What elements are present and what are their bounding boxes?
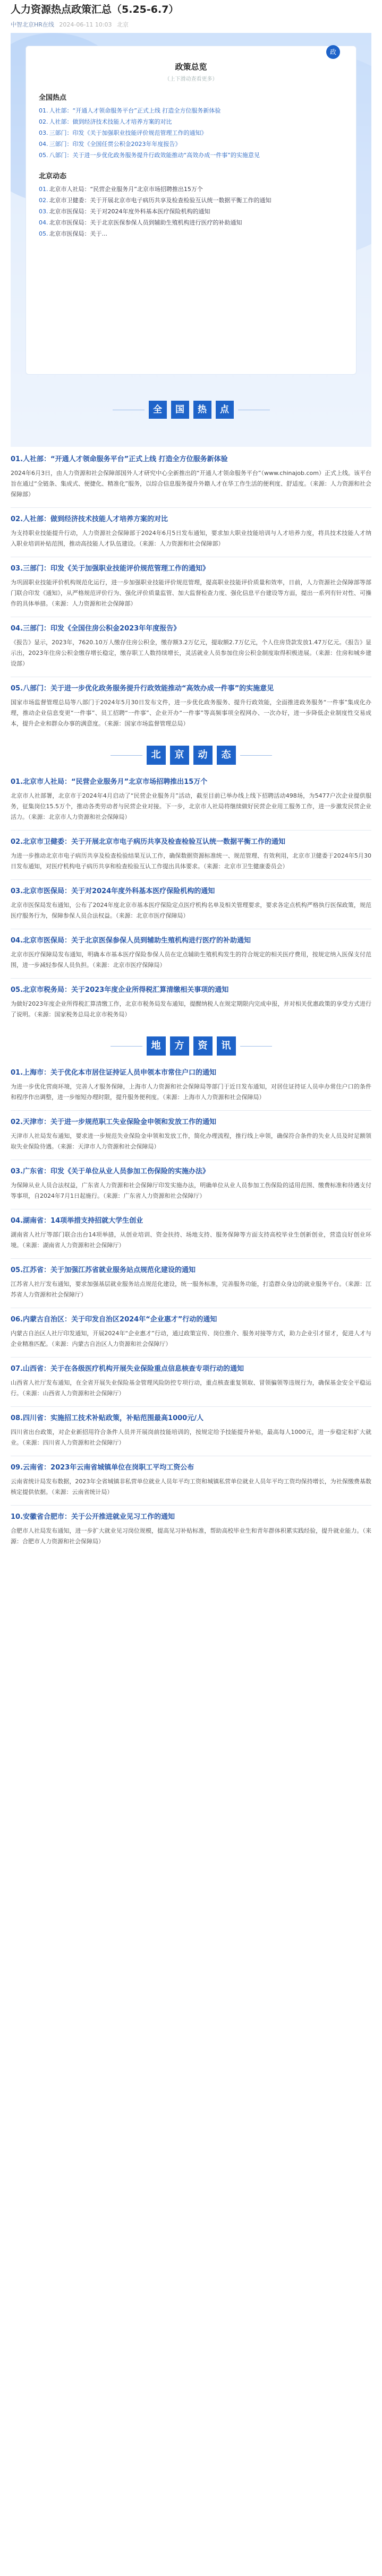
band-char: 国 <box>171 401 189 419</box>
news-title: 01.上海市：关于优化本市居住证持证人员申领本市常住户口的通知 <box>11 1069 217 1077</box>
news-item <box>11 1166 371 1201</box>
news-title: 04.三部门：印发《全国住房公积金2023年年度报告》 <box>11 625 181 633</box>
band-char: 全 <box>149 401 167 419</box>
news-item <box>11 454 371 500</box>
news-body: 为进一步推动北京市电子病历共享及检查检验结果互认工作，确保数据资源标准统一、规范管理、有效利用，北京市卫健委于2024年5月30日发布通知，对医疗机构电子病历共享和检查检验互认工作提出具体要求。（来源：北京市卫生健康委员会） <box>11 852 371 870</box>
news-item <box>11 886 371 921</box>
divider <box>11 1110 371 1111</box>
news-title: 08.四川省：实施招工技术补贴政策，补贴范围最高1000元/人 <box>11 1414 203 1422</box>
news-title: 02.人社部：做到经济技术技能人才培养方案的对比 <box>11 515 168 523</box>
toc-link[interactable]: 01. 北京市人社局：“民营企业服务月”北京市场招聘推出15万个 <box>39 186 203 193</box>
toc-link[interactable]: 01. 人社部：“开通人才领命服务平台”正式上线 打造全方位服务新体验 <box>39 107 221 114</box>
news-title: 07.山西省：关于在各级医疗机构开展失业保险重点信息核查专项行动的通知 <box>11 1365 244 1373</box>
divider <box>11 830 371 831</box>
band-char: 点 <box>216 401 234 419</box>
news-item <box>11 1413 371 1448</box>
news-item <box>11 514 371 549</box>
divider <box>111 1046 142 1047</box>
news-item <box>11 1265 371 1300</box>
news-body: 为进一步优化营商环境，完善人才服务保障，上海市人力资源和社会保障局等部门于近日发布通知，对居住证持证人员申办常住户口的条件和程序作出调整，进一步缩短办理时限，提升服务便利度。（来源：上海市人力资源和社会保障局） <box>11 1083 371 1101</box>
news-title: 05.八部门：关于进一步优化政务服务提升行政效能推动“高效办成一件事”的实施意见 <box>11 685 274 693</box>
news-item <box>11 684 371 729</box>
news-item <box>11 624 371 669</box>
section-band-beijing <box>11 737 371 774</box>
toc-section-heading: 北京动态 <box>39 172 67 180</box>
news-item <box>11 837 371 872</box>
news-title: 10.安徽省合肥市：关于公开推进就业见习工作的通知 <box>11 1513 175 1521</box>
toc-link[interactable]: 05. 八部门：关于进一步优化政务服务提升行政效能推动“高效办成一件事”的实施意见 <box>39 152 260 159</box>
news-title: 05.北京市税务局：关于2023年度企业所得税汇算清缴相关事项的通知 <box>11 986 229 994</box>
divider <box>240 1046 272 1047</box>
news-body: 2024年6月3日，由人力资源和社会保障部国外人才研究中心全新推出的“开通人才领命服务平台”（www.chinajob.com）正式上线。该平台旨在通过“全链条、集成式、便捷化、精准化”服务，以综合信息服务提升外籍人才在华工作生活的便利度、舒适度。（来源：人力资源和社会保障部） <box>11 470 371 498</box>
news-title: 03.北京市医保局：关于对2024年度外科基本医疗保险机构的通知 <box>11 887 215 895</box>
news-body: 北京市医疗保障局发布通知，明确本市基本医疗保险参保人员在定点辅助生殖机构发生的符合规定的相关医疗费用，按规定纳入医保支付范围，进一步减轻参保人员负担。（来源：北京市医疗保障局） <box>11 951 371 969</box>
news-title: 02.北京市卫健委：关于开展北京市电子病历共享及检查检验互认统一数据平衡工作的通知 <box>11 838 286 846</box>
article-meta <box>11 20 371 29</box>
news-body: 内蒙古自治区人社厅印发通知，开展2024年“企业惠才”行动，通过政策宣传、岗位推介、服务对接等方式，助力企业引才留才，促进人才与企业精准匹配。（来源：内蒙古自治区人力资源和社会保障厅） <box>11 1330 371 1347</box>
band-char: 热 <box>193 401 211 419</box>
divider <box>11 1406 371 1407</box>
band-char: 资 <box>193 1036 213 1056</box>
news-body: 江苏省人社厅发布通知，要求加强基层就业服务站点规范化建设，统一服务标准，完善服务功能，打造群众身边的就业服务平台。（来源：江苏省人力资源和社会保障厅） <box>11 1281 371 1298</box>
news-body: 为保障从业人员合法权益，广东省人力资源和社会保障厅印发实施办法，明确单位从业人员参加工伤保险的适用范围、缴费标准和待遇支付等事项，自2024年7月1日起施行。（来源：广东省人力资源和社会保障厅） <box>11 1182 371 1199</box>
national-section <box>0 454 382 1547</box>
news-item <box>11 564 371 609</box>
news-title: 01.北京市人社局：“民营企业服务月”北京市场招聘推出15万个 <box>11 778 208 786</box>
news-body: 为巩固职业技能评价机构规范化运行，进一步加强职业技能评价规范管理，提高职业技能评价质量和效率，日前，人力资源社会保障部等部门联合印发《通知》，从严格规范评价行为、强化评价质量监管、加大监督检查力度、强化信息平台建设等方面，提出一系列有针对性、可操作的具体举措。（来源：人力资源和社会保障部） <box>11 579 371 607</box>
news-title: 01.人社部：“开通人才领命服务平台”正式上线 打造全方位服务新体验 <box>11 455 228 463</box>
divider <box>11 1505 371 1506</box>
section-band-local <box>11 1027 371 1065</box>
toc-link[interactable]: 02. 人社部：做到经济技术技能人才培养方案的对比 <box>39 118 172 125</box>
news-body: 天津市人社局发布通知，要求进一步规范失业保险金申领和发放工作，简化办理流程，推行线上申领，确保符合条件的失业人员及时足额领取失业保险待遇。（来源：天津市人力资源和社会保障局） <box>11 1133 371 1150</box>
toc-link[interactable]: 04. 三部门：印发《全国任贯公积金2023年年度报告》 <box>39 141 181 148</box>
divider <box>11 978 371 979</box>
divider <box>240 755 272 756</box>
news-item <box>11 1216 371 1251</box>
news-title: 02.天津市：关于进一步规范职工失业保险金申领和发放工作的通知 <box>11 1118 217 1126</box>
news-body: 为支持职业技能提升行动，人力资源社会保障部于2024年6月5日发布通知，要求加大职业技能培训与人才培养力度，将具技术技能人才纳入职业培训补贴范围，推动高技能人才队伍建设。（来源：人力资源和社会保障部） <box>11 530 371 547</box>
publish-location: 北京 <box>117 21 129 28</box>
news-item <box>11 936 371 971</box>
band-char: 动 <box>193 746 213 765</box>
news-item <box>11 1512 371 1547</box>
news-body: 合肥市人社局发布通知，进一步扩大就业见习岗位规模，提高见习补贴标准，帮助高校毕业生和青年群体积累实践经验，提升就业能力。（来源：合肥市人力资源和社会保障局） <box>11 1527 371 1545</box>
policy-overview-card[interactable] <box>26 46 356 375</box>
news-title: 06.内蒙古自治区：关于印发自治区2024年“企业惠才”行动的通知 <box>11 1316 217 1324</box>
news-title: 03.广东省：印发《关于单位从业人员参加工伤保险的实施办法》 <box>11 1168 210 1175</box>
news-body: 四川省出台政策，对企业新招用符合条件人员并开展岗前技能培训的，按规定给予技能提升补贴，最高每人1000元，进一步稳定和扩大就业。（来源：四川省人力资源和社会保障厅） <box>11 1429 371 1446</box>
news-title: 04.北京市医保局：关于北京医保参保人员到辅助生殖机构进行医疗的补助通知 <box>11 937 251 945</box>
news-item <box>11 1463 371 1498</box>
news-body: 湖南省人社厅等部门联合出台14项举措，从创业培训、资金扶持、场地支持、服务保障等方面支持高校毕业生创新创业，营造良好创业环境。（来源：湖南省人力资源和社会保障厅） <box>11 1231 371 1249</box>
toc-subtitle: （上下滑动查看更多） <box>164 76 218 82</box>
news-title: 04.湖南省：14项举措支持招就大学生创业 <box>11 1217 143 1225</box>
divider <box>11 1258 371 1259</box>
toc-link[interactable]: 02. 北京市卫健委：关于开展北京市电子病历共享及检查检验互认统一数据平衡工作的通知 <box>39 197 271 204</box>
divider <box>11 1357 371 1358</box>
news-body: 北京市医保局发布通知，公布了2024年度北京市基本医疗保险定点医疗机构名单及相关管理要求，要求各定点机构严格执行医保政策，规范医疗服务行为，保障参保人员合法权益。（来源：北京市医疗保障局） <box>11 902 371 919</box>
toc-link[interactable]: 03. 三部门：印发《关于加强职业技能评价规范管理工作的通知》 <box>39 129 207 136</box>
news-body: 为做好2023年度企业所得税汇算清缴工作，北京市税务局发布通知，提醒纳税人在规定期限内完成申报，并对相关优惠政策的享受方式进行了说明。（来源：国家税务总局北京市税务局） <box>11 1000 371 1018</box>
article-header <box>0 0 382 29</box>
divider <box>11 879 371 880</box>
section-band-national <box>11 394 371 426</box>
news-item <box>11 1315 371 1350</box>
band-char: 北 <box>147 746 166 765</box>
band-char: 方 <box>170 1036 189 1056</box>
news-item <box>11 1364 371 1399</box>
band-char: 态 <box>217 746 236 765</box>
author-link[interactable]: 中智北京HR在线 <box>11 21 54 28</box>
news-title: 09.云南省：2023年云南省城镇单位在岗职工平均工资公布 <box>11 1464 194 1472</box>
news-item <box>11 1117 371 1152</box>
document-icon: 政 <box>326 45 340 59</box>
divider <box>11 507 371 508</box>
article-title: 人力资源热点政策汇总（5.25-6.7） <box>11 4 179 15</box>
toc-link[interactable]: 03. 北京市医保局：关于对2024年度外科基本医疗保险机构的通知 <box>39 208 210 215</box>
toc-link[interactable]: 05. 北京市医保局：关于... <box>39 230 107 237</box>
publish-date: 2024-06-11 10:03 <box>59 21 112 28</box>
toc-section-heading: 全国热点 <box>39 94 67 102</box>
toc-title: 政策总览 <box>175 62 207 72</box>
news-body: 山西省人社厅发布通知，在全省开展失业保险基金管理风险防控专项行动，重点核查重复领取、冒领骗领等违规行为，确保基金安全平稳运行。（来源：山西省人力资源和社会保障厅） <box>11 1379 371 1397</box>
news-body: 国家市场监督管理总局等八部门于2024年5月30日发布文件，进一步优化政务服务、提升行政效能，全面推进政务服务“一件事”集成化办理，推动企业信息变更“一件事”、员工招聘“一件事”、企业开办“一件事”等高频事项全程网办、一次办好，进一步降低企业制度性交易成本，提升企业和群众办事的满意度。（来源：国家市场监督管理总局） <box>11 699 371 727</box>
band-char: 地 <box>147 1036 166 1056</box>
news-body: 北京市人社部署，北京市于2024年4月启动了“民营企业服务月”活动，截至目前已举办线上线下招聘活动498场，为5477户次企业提供服务，征集岗位15.5万个，推动各类劳动者与民营企业对接。下一步，北京市人社局将继续做好民营企业用工服务工作，进一步激发民营企业活力。（来源：北京市人力资源和社会保障局） <box>11 792 371 820</box>
news-body: 云南省统计局发布数据，2023年全省城镇非私营单位就业人员年平均工资和城镇私营单位就业人员年平均工资均保持增长，为社保缴费基数核定提供依据。（来源：云南省统计局） <box>11 1478 371 1496</box>
hero-banner <box>11 33 371 447</box>
news-item <box>11 985 371 1020</box>
toc-link[interactable]: 04. 北京市医保局：关于北京医保参保人员到辅助生殖机构进行医疗的补助通知 <box>39 219 242 226</box>
news-title: 05.江苏省：关于加强江苏省就业服务站点规范化建设的通知 <box>11 1266 196 1274</box>
news-body: 《报告》显示，2023年，7620.10万人缴存住房公积金，缴存额3.2万亿元，提取额2.7万亿元，个人住房贷款发放1.47万亿元。《报告》显示出，2023年住房公积金缴存增长稳定，缴存职工人数持续增长，灵活就业人员参加住房公积金制度取得积极进展。（来源：住房和城乡建设部） <box>11 639 371 667</box>
news-item <box>11 777 371 823</box>
divider <box>111 755 142 756</box>
band-char: 讯 <box>217 1036 236 1056</box>
news-title: 03.三部门：印发《关于加强职业技能评价规范管理工作的通知》 <box>11 565 210 573</box>
band-char: 京 <box>170 746 189 765</box>
news-item <box>11 1068 371 1103</box>
